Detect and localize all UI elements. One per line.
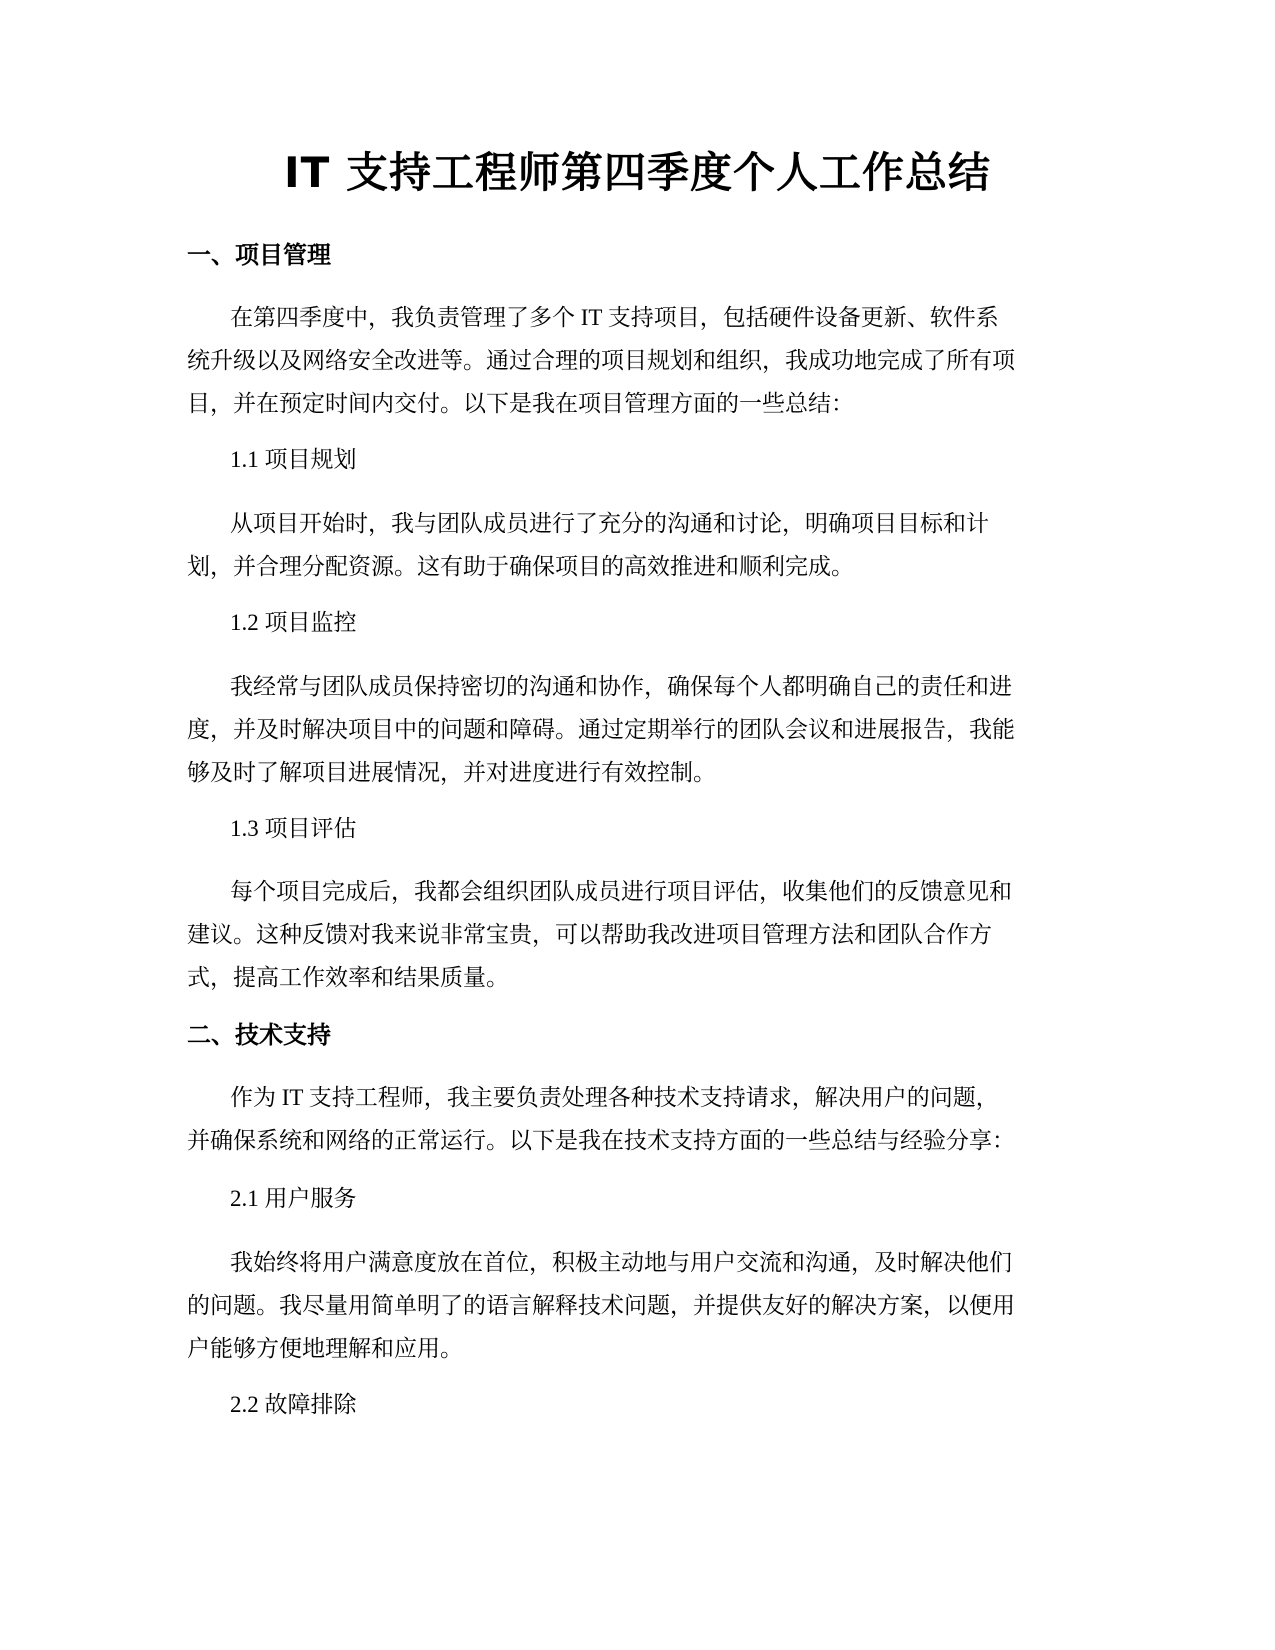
paragraph-line: 作为 IT 支持工程师，我主要负责处理各种技术支持请求，解决用户的问题， bbox=[230, 1085, 999, 1110]
project-evaluation-paragraph bbox=[187, 870, 1087, 999]
subheading-project-monitoring: 1.2 项目监控 bbox=[230, 610, 357, 635]
paragraph-line: 在第四季度中，我负责管理了多个 IT 支持项目，包括硬件设备更新、软件系 bbox=[230, 305, 999, 330]
subheading-project-evaluation: 1.3 项目评估 bbox=[230, 816, 357, 841]
project-planning-paragraph bbox=[187, 502, 1087, 588]
section2-intro-paragraph bbox=[187, 1076, 1087, 1162]
document-title: IT 支持工程师第四季度个人工作总结 bbox=[284, 148, 991, 197]
paragraph-line: 式，提高工作效率和结果质量。 bbox=[187, 965, 509, 990]
paragraph-line: 度，并及时解决项目中的问题和障碍。通过定期举行的团队会议和进展报告，我能 bbox=[187, 717, 1015, 742]
paragraph-line: 每个项目完成后，我都会组织团队成员进行项目评估，收集他们的反馈意见和 bbox=[230, 879, 1012, 904]
paragraph-line: 并确保系统和网络的正常运行。以下是我在技术支持方面的一些总结与经验分享： bbox=[187, 1128, 1015, 1153]
paragraph-line: 的问题。我尽量用简单明了的语言解释技术问题，并提供友好的解决方案，以便用 bbox=[187, 1293, 1015, 1318]
paragraph-line: 划，并合理分配资源。这有助于确保项目的高效推进和顺利完成。 bbox=[187, 554, 854, 579]
paragraph-line: 够及时了解项目进展情况，并对进度进行有效控制。 bbox=[187, 760, 716, 785]
section-heading-technical-support: 二、技术支持 bbox=[187, 1021, 331, 1049]
paragraph-line: 目，并在预定时间内交付。以下是我在项目管理方面的一些总结： bbox=[187, 391, 854, 416]
user-service-paragraph bbox=[187, 1241, 1087, 1370]
subheading-project-planning: 1.1 项目规划 bbox=[230, 447, 357, 472]
paragraph-line: 从项目开始时，我与团队成员进行了充分的沟通和讨论，明确项目目标和计 bbox=[230, 511, 989, 536]
paragraph-line: 我始终将用户满意度放在首位，积极主动地与用户交流和沟通，及时解决他们 bbox=[230, 1250, 1012, 1275]
section1-intro-paragraph bbox=[187, 296, 1087, 425]
paragraph-line: 统升级以及网络安全改进等。通过合理的项目规划和组织，我成功地完成了所有项 bbox=[187, 348, 1015, 373]
paragraph-line: 建议。这种反馈对我来说非常宝贵，可以帮助我改进项目管理方法和团队合作方 bbox=[187, 922, 992, 947]
subheading-troubleshooting: 2.2 故障排除 bbox=[230, 1392, 357, 1417]
paragraph-line: 户能够方便地理解和应用。 bbox=[187, 1336, 463, 1361]
project-monitoring-paragraph bbox=[187, 665, 1087, 794]
section-heading-project-management: 一、项目管理 bbox=[187, 241, 331, 269]
subheading-user-service: 2.1 用户服务 bbox=[230, 1186, 357, 1211]
paragraph-line: 我经常与团队成员保持密切的沟通和协作，确保每个人都明确自己的责任和进 bbox=[230, 674, 1012, 699]
